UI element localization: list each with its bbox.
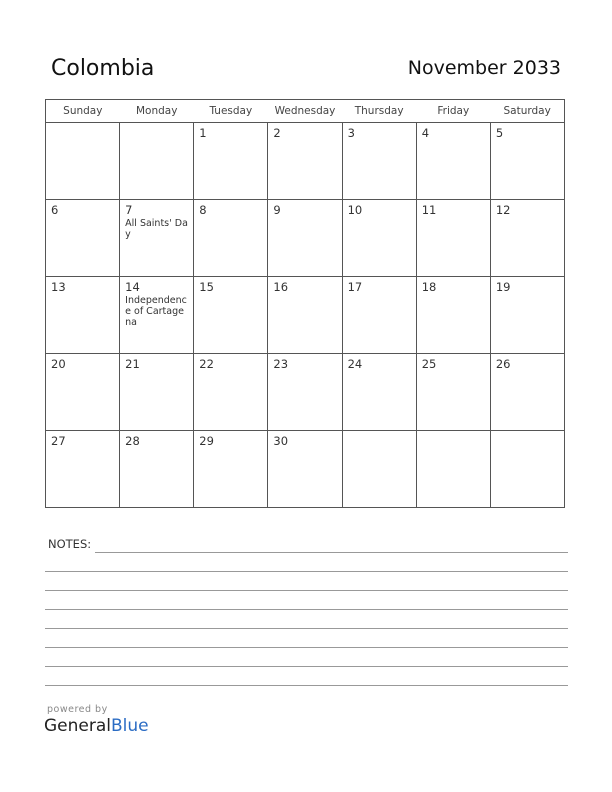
day-cell <box>416 200 490 277</box>
weekday-sunday: Sunday <box>46 100 120 123</box>
day-cell <box>46 123 120 200</box>
day-cell <box>416 277 490 354</box>
note-line <box>45 590 568 591</box>
day-cell <box>342 200 416 277</box>
note-line <box>45 609 568 610</box>
note-line <box>45 628 568 629</box>
day-cell <box>268 200 342 277</box>
day-cell <box>490 123 564 200</box>
notes-label: NOTES: <box>48 537 92 551</box>
day-number: 26 <box>495 357 511 371</box>
day-cell <box>120 431 194 508</box>
day-cell <box>46 200 120 277</box>
week-row <box>46 354 565 431</box>
weekday-monday: Monday <box>120 100 194 123</box>
calendar-grid <box>45 99 565 508</box>
day-number: 29 <box>199 434 214 448</box>
country-title: Colombia <box>51 56 155 81</box>
day-cell <box>342 123 416 200</box>
day-number: 3 <box>347 126 355 140</box>
day-cell <box>268 123 342 200</box>
day-cell <box>46 431 120 508</box>
day-cell <box>268 277 342 354</box>
day-number: 17 <box>347 280 363 294</box>
day-number: 18 <box>421 280 437 294</box>
day-number: 9 <box>273 203 281 217</box>
day-number: 21 <box>125 357 140 371</box>
day-number: 1 <box>199 126 207 140</box>
brand-logo <box>44 716 149 736</box>
day-number: 11 <box>421 203 437 217</box>
day-number: 25 <box>421 357 437 371</box>
day-cell <box>342 354 416 431</box>
day-cell <box>342 431 416 508</box>
day-cell <box>194 123 268 200</box>
powered-by-text: powered by <box>47 704 108 715</box>
holiday-label: Independence of Cartagena <box>125 295 187 328</box>
week-row <box>46 431 565 508</box>
day-cell <box>342 277 416 354</box>
day-number: 12 <box>495 203 511 217</box>
day-cell <box>120 277 194 354</box>
day-cell <box>490 354 564 431</box>
day-number: 4 <box>421 126 430 140</box>
day-cell <box>194 431 268 508</box>
month-year-title: November 2033 <box>407 57 561 79</box>
day-cell <box>490 431 564 508</box>
day-number: 15 <box>199 280 214 294</box>
day-number: 22 <box>199 357 214 371</box>
day-cell <box>120 200 194 277</box>
note-line <box>45 666 568 667</box>
week-row <box>46 123 565 200</box>
holiday-label: All Saints' Day <box>125 218 188 240</box>
week-row <box>46 277 565 354</box>
weekday-thursday: Thursday <box>342 100 416 123</box>
weekday-wednesday: Wednesday <box>268 100 342 123</box>
note-line <box>45 647 568 648</box>
day-number: 28 <box>125 434 140 448</box>
day-cell <box>194 200 268 277</box>
day-cell <box>416 431 490 508</box>
day-cell <box>46 277 120 354</box>
day-number: 13 <box>51 280 66 294</box>
weekday-tuesday: Tuesday <box>194 100 268 123</box>
day-cell <box>416 354 490 431</box>
day-number: 7 <box>125 203 133 217</box>
day-number: 24 <box>347 357 363 371</box>
day-number: 10 <box>347 203 363 217</box>
day-cell <box>490 200 564 277</box>
day-number: 27 <box>51 434 66 448</box>
day-number: 5 <box>495 126 504 140</box>
day-number: 8 <box>199 203 207 217</box>
day-cell <box>46 354 120 431</box>
note-line <box>45 685 568 686</box>
weekday-saturday: Saturday <box>490 100 564 123</box>
day-number: 16 <box>273 280 289 294</box>
day-cell <box>120 354 194 431</box>
day-cell <box>490 277 564 354</box>
day-number: 2 <box>273 126 281 140</box>
day-number: 30 <box>273 434 289 448</box>
day-cell <box>416 123 490 200</box>
note-line <box>95 552 568 553</box>
brand-general: General <box>44 716 111 736</box>
day-number: 19 <box>495 280 511 294</box>
weekday-friday: Friday <box>416 100 490 123</box>
week-row <box>46 200 565 277</box>
weekday-header-row <box>46 100 565 123</box>
day-cell <box>268 431 342 508</box>
day-cell <box>120 123 194 200</box>
day-number: 20 <box>51 357 66 371</box>
day-cell <box>194 354 268 431</box>
day-cell <box>194 277 268 354</box>
brand-blue: Blue <box>111 716 149 736</box>
day-number: 6 <box>51 203 59 217</box>
day-number: 23 <box>273 357 289 371</box>
note-line <box>45 571 568 572</box>
day-cell <box>268 354 342 431</box>
day-number: 14 <box>125 280 140 294</box>
